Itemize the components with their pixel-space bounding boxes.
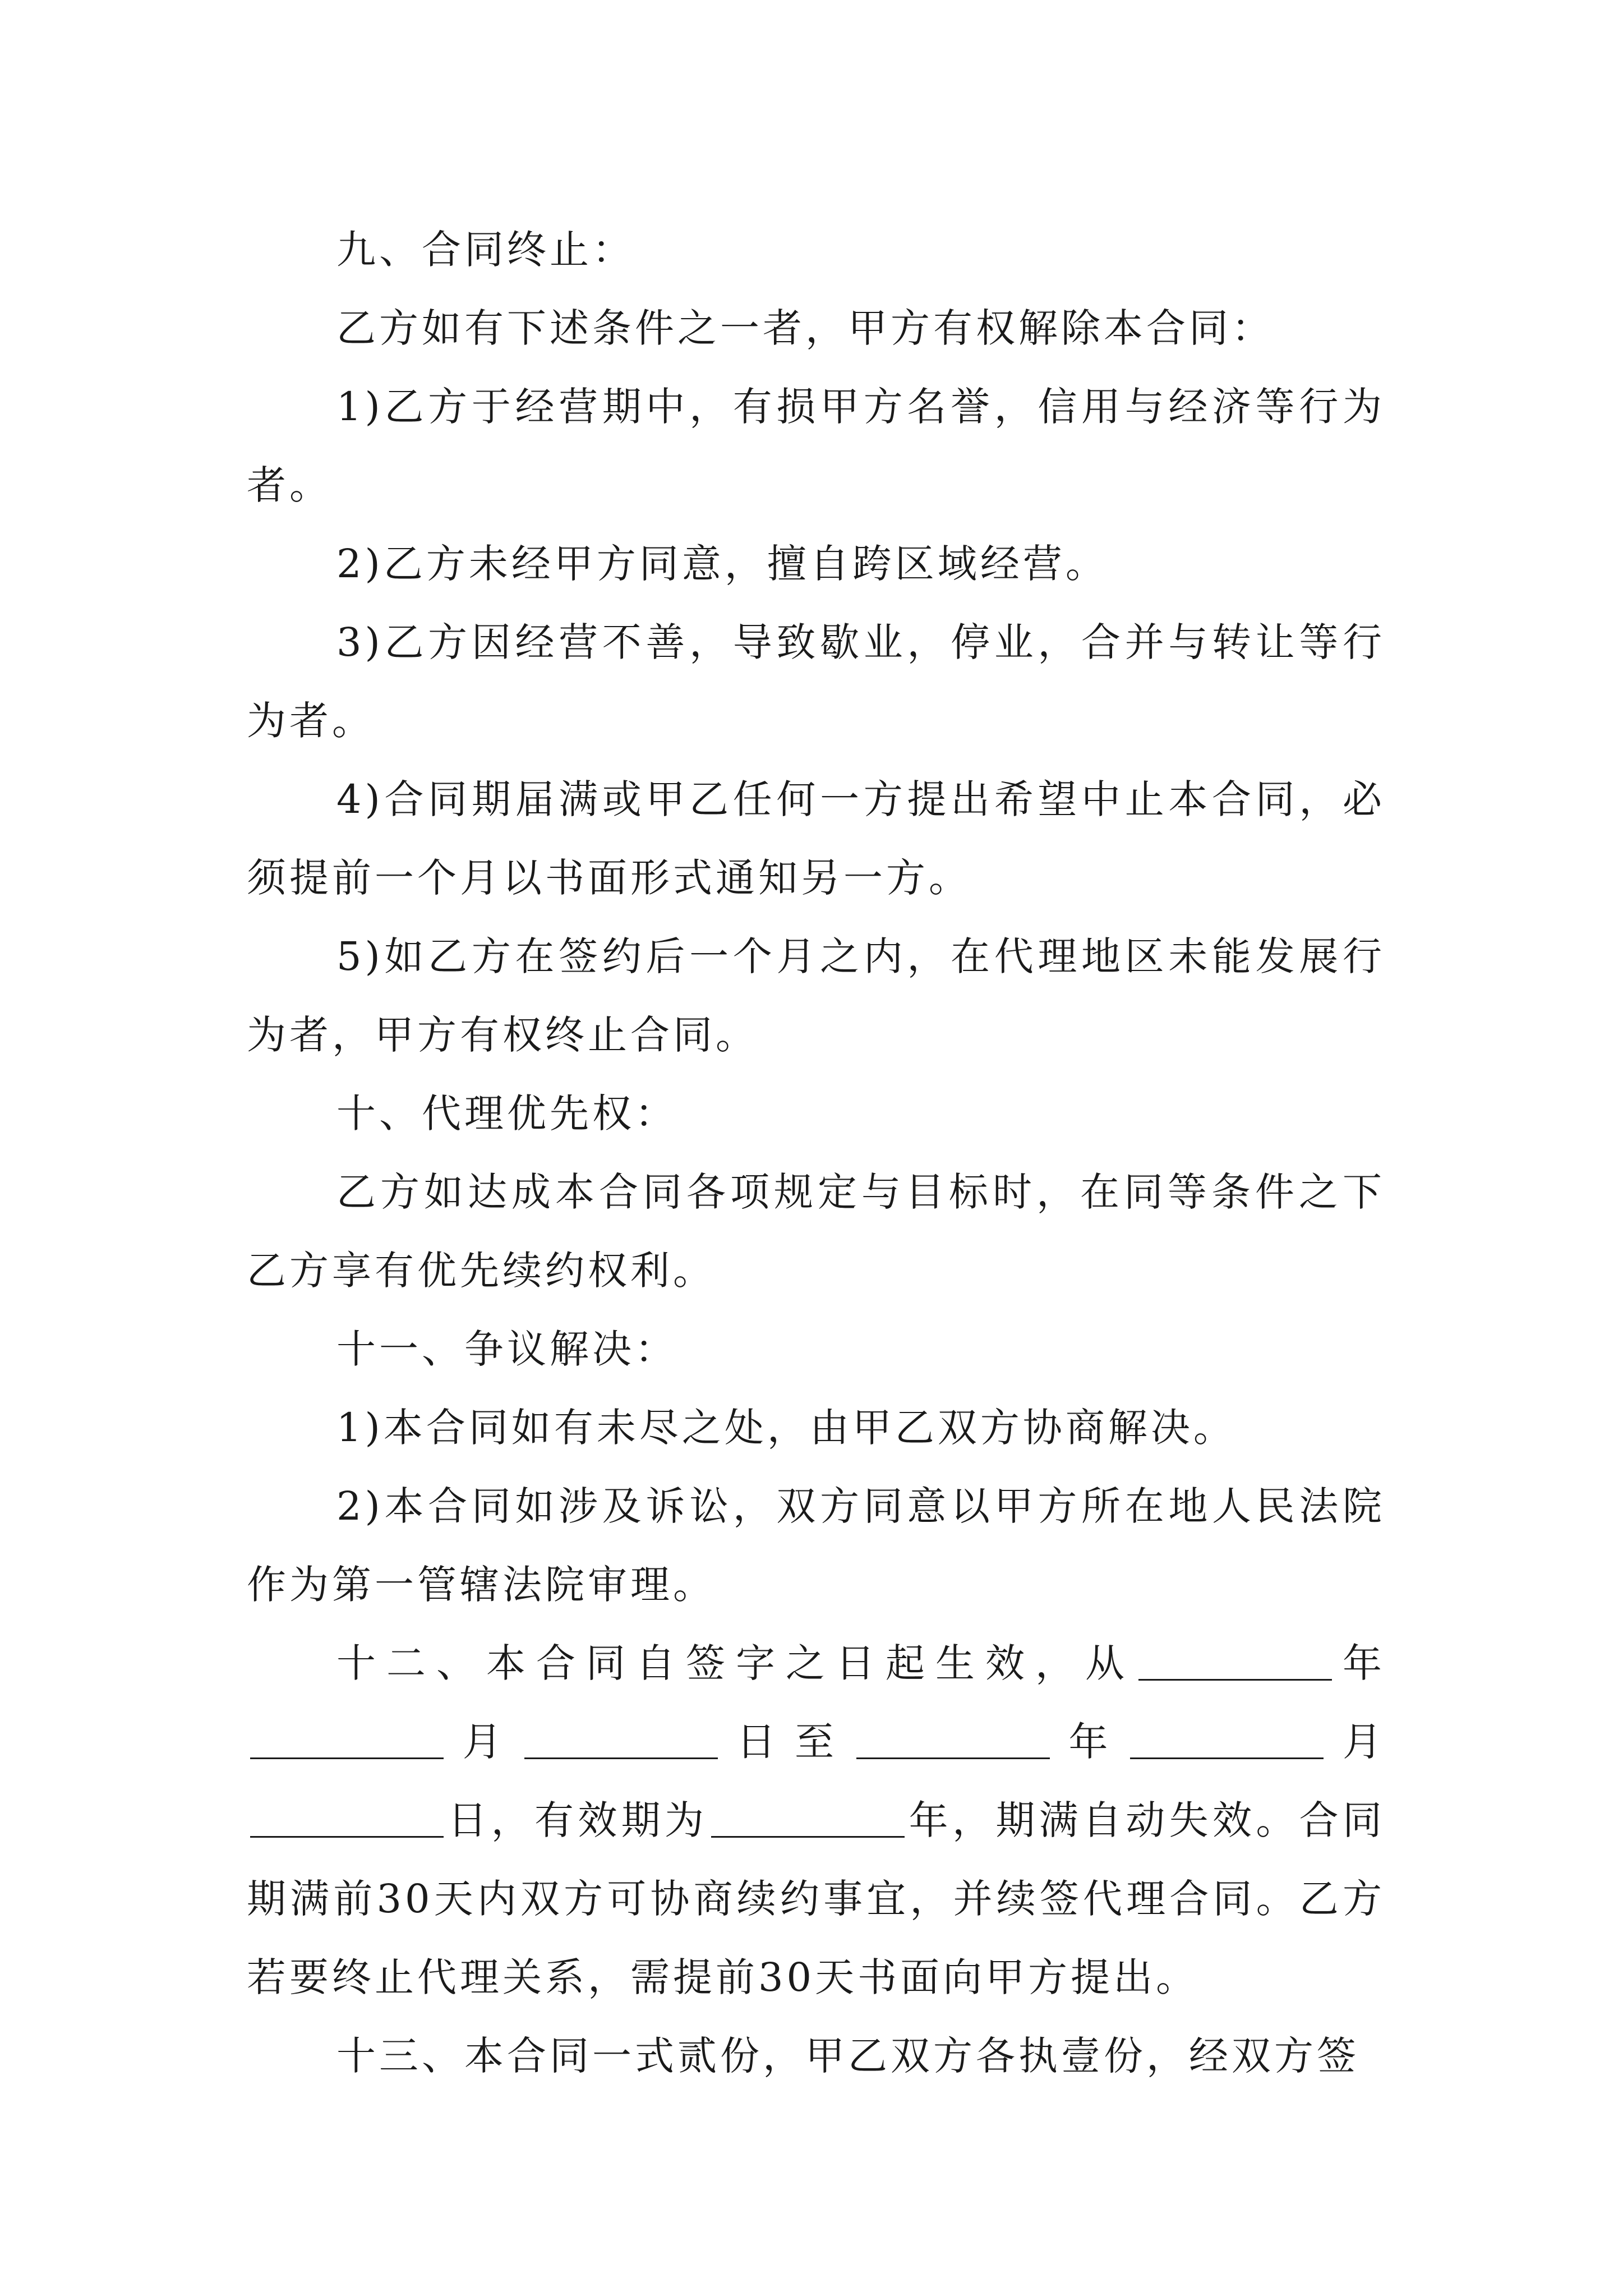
section-heading-dispute: 十一、争议解决：: [336, 1326, 677, 1372]
blank-start-day: [524, 1718, 718, 1759]
dispute-item-1: 1)本合同如有未尽之处，由甲乙双方协商解决。: [336, 1405, 1236, 1451]
clause-13-copies: 十三、本合同一式贰份，甲乙双方各执壹份，经双方签: [336, 2033, 1359, 2079]
termination-item-4: 4)合同期届满或甲乙任何一方提出希望中止本合同，必须提前一个月以书面形式通知另一方。: [247, 776, 1385, 901]
clause-12-suffix: 年，期满自动失效。合同期满前30天内双方可协商续约事宜，并续签代理合同。乙方若要终止代理关系，需提前30天书面向甲方提出。: [247, 1797, 1386, 2000]
label-month-1: 月: [447, 1719, 521, 1765]
blank-start-year: [1138, 1640, 1332, 1681]
termination-item-3: 3)乙方因经营不善，导致歇业，停业，合并与转让等行为者。: [247, 619, 1385, 744]
blank-end-month: [1130, 1718, 1324, 1759]
blank-end-year: [856, 1718, 1050, 1759]
termination-item-2: 2)乙方未经甲方同意，擅自跨区域经营。: [336, 541, 1108, 587]
label-day-validity: 日，有效期为: [447, 1797, 708, 1843]
section-heading-termination: 九、合同终止：: [336, 227, 635, 273]
label-year-1: 年: [1335, 1640, 1385, 1686]
label-month-2: 月: [1327, 1719, 1385, 1765]
termination-item-1: 1)乙方于经营期中，有损甲方名誉，信用与经济等行为者。: [247, 384, 1385, 508]
termination-intro: 乙方如有下述条件之一者，甲方有权解除本合同：: [336, 305, 1274, 351]
label-day-to: 日至: [721, 1719, 853, 1765]
clause-12-effective-term: [247, 1624, 1385, 2017]
termination-item-5: 5)如乙方在签约后一个月之内，在代理地区未能发展行为者，甲方有权终止合同。: [247, 933, 1385, 1058]
clause-12-prefix: 十二、本合同自签字之日起生效，从: [336, 1640, 1135, 1686]
contract-body: [247, 210, 1385, 2095]
blank-start-month: [250, 1718, 444, 1759]
priority-clause: 乙方如达成本合同各项规定与目标时，在同等条件之下乙方享有优先续约权利。: [247, 1169, 1385, 1294]
label-year-2: 年: [1053, 1719, 1127, 1765]
section-heading-priority: 十、代理优先权：: [336, 1091, 677, 1137]
blank-end-day: [250, 1797, 444, 1838]
dispute-item-2: 2)本合同如涉及诉讼，双方同意以甲方所在地人民法院作为第一管辖法院审理。: [247, 1483, 1385, 1608]
blank-validity-years: [711, 1797, 905, 1838]
